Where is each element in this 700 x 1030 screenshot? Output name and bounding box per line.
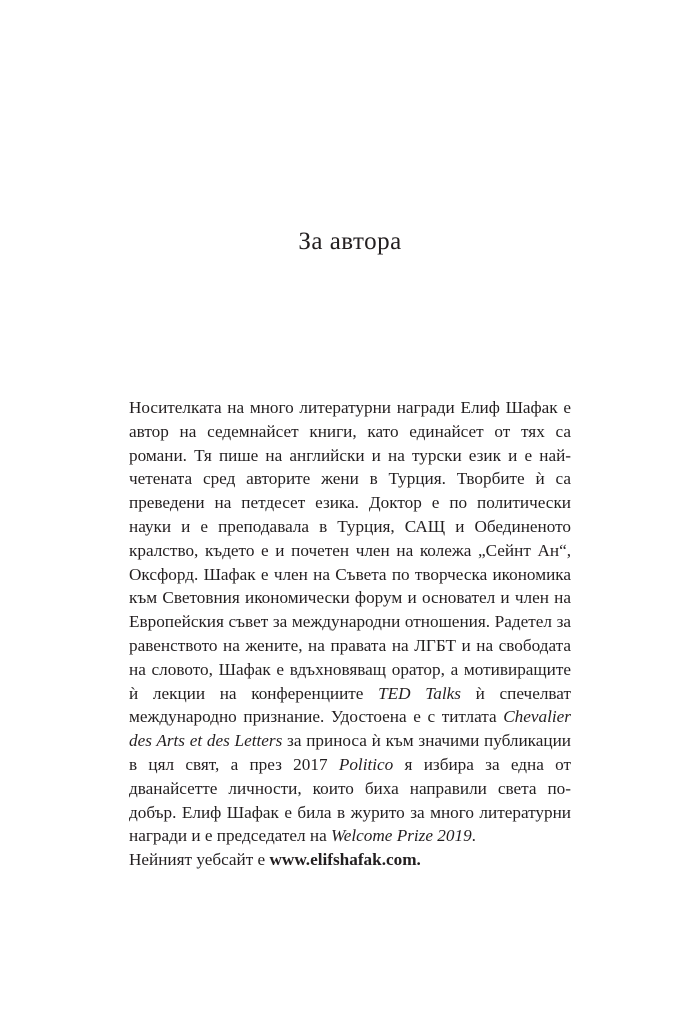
bio-text: за приноса ѝ към значими публикации в цял свят, а през 2017 [129,731,571,774]
bio-italic-ted-talks: TED Talks [378,683,461,703]
bio-text: ѝ спечелват международно признание. Удостоена е с титлата [129,683,571,727]
bio-text: я избира за една от дванайсетте личности, които биха направили света по-добър. Елиф Шафак е била в журито за много литературни награди и е председател на [129,754,571,846]
bio-italic-chevalier: Chevalier des Arts et des Letters [129,707,571,751]
website-prefix: Нейният уебсайт е [129,850,270,870]
author-bio [129,396,571,872]
bio-italic-politico: Politico [338,754,394,774]
bio-text: Носителката на много литературни награди Елиф Шафак е автор на седемнайсет книги, като единайсет от тях са романи. Тя пише на английски и на турски език и е най-четената сред авторите жени в Турция. Творбите ѝ са преведени на петдесет езика. Доктор е по политически науки и е преподавала в Турция, САЩ и Обединеното кралство, където е и почетен член на колежа „Сейнт Ан“, Оксфорд. Шафак е член на Съвета по творческа икономика към Световния икономически форум и основател и член на Европейския съвет за международни отношения. Радетел за равенството на жените, на правата на ЛГБТ и на свободата на словото, Шафак е вдъхновяващ оратор, а мотивиращите ѝ лекции на конференциите [129,398,571,703]
bio-paragraph [129,396,571,848]
bio-italic-welcome-prize: Welcome Prize 2019 [331,826,472,846]
website-url: www.elifshafak.com. [269,850,421,870]
page-title: За автора [298,228,402,255]
website-line [129,848,571,872]
bio-text: . [471,826,476,846]
